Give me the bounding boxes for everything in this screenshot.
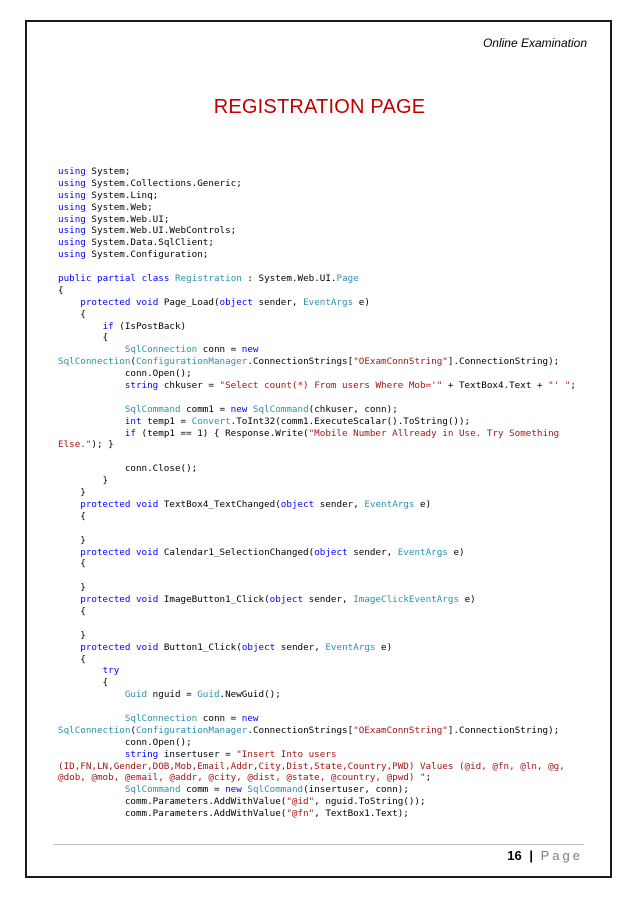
code-token: SqlCommand (252, 403, 309, 415)
code-token: void (135, 296, 159, 308)
code-line (58, 428, 598, 440)
code-token: { (58, 284, 64, 296)
code-line (58, 273, 598, 285)
code-token: ].ConnectionString); (447, 724, 560, 736)
code-line (58, 332, 598, 344)
code-line (58, 630, 598, 642)
code-token: } (58, 582, 86, 594)
code-token: comm.Parameters.AddWithValue( (58, 808, 287, 820)
code-token: e) (353, 296, 370, 308)
code-token (58, 642, 80, 653)
code-token: e) (459, 594, 476, 606)
code-token: (temp1 == 1) { Response.Write( (135, 427, 309, 439)
code-line (58, 772, 598, 784)
code-token: void (135, 594, 159, 606)
code-token: if (124, 427, 136, 439)
code-token: insertuser = (158, 748, 237, 760)
code-line (58, 404, 598, 416)
code-line (58, 392, 598, 404)
code-token: using (58, 166, 86, 177)
code-token (58, 416, 125, 427)
code-token: .ConnectionStrings[ (247, 356, 354, 368)
code-token: , nguid.ToString()); (314, 796, 426, 808)
code-line (58, 558, 598, 570)
footer-divider (54, 844, 584, 845)
code-token: , TextBox1.Text); (314, 808, 409, 820)
code-token: ( (130, 724, 136, 736)
code-line (58, 487, 598, 499)
code-token: SqlConnection (58, 724, 131, 736)
code-token: SqlCommand (124, 784, 181, 796)
code-token: sender, (275, 641, 326, 653)
code-token: class (141, 273, 170, 285)
code-token: conn = (197, 712, 242, 724)
code-token: conn.Close(); (58, 463, 198, 475)
code-token: "' " (548, 380, 571, 392)
code-token: object (280, 498, 315, 510)
code-token: using (58, 177, 86, 189)
code-token: EventArgs (303, 296, 354, 308)
code-token: { (58, 308, 86, 320)
code-line (58, 642, 598, 654)
code-token: new (241, 712, 259, 724)
code-token: temp1 = (141, 415, 192, 427)
code-line (58, 701, 598, 713)
code-token: SqlCommand (124, 403, 181, 415)
code-token: sender, (303, 594, 354, 606)
code-line (58, 523, 598, 535)
code-listing (58, 166, 598, 820)
code-token: "@id" (286, 796, 315, 808)
code-token: string (124, 748, 159, 760)
code-token (58, 784, 125, 795)
code-line (58, 285, 598, 297)
code-token: ConfigurationManager (135, 724, 248, 736)
code-token: SqlConnection (124, 712, 198, 724)
code-line (58, 808, 598, 820)
code-token: System.Configuration; (85, 249, 209, 261)
code-line (58, 190, 598, 202)
code-token: ImageClickEventArgs (353, 594, 460, 606)
code-token: ; (425, 772, 432, 784)
code-line (58, 618, 598, 630)
code-line (58, 321, 598, 333)
code-token: System.Web.UI; (85, 213, 170, 225)
code-token: ConfigurationManager (135, 356, 248, 368)
code-token (58, 665, 103, 676)
code-token: protected (80, 594, 131, 606)
code-token: e) (447, 546, 465, 558)
code-token: new (241, 344, 259, 356)
code-token: (chkuser, conn); (308, 403, 398, 415)
code-token: conn = (197, 344, 242, 356)
code-token: (IsPostBack) (113, 320, 187, 332)
code-line (58, 796, 598, 808)
code-token: } (58, 475, 109, 487)
code-token: "Mobile Number Allready in Use. Try Something (308, 427, 560, 439)
code-token: comm1 = (180, 403, 231, 415)
code-line (58, 737, 598, 749)
code-token: EventArgs (325, 641, 376, 653)
code-line (58, 761, 598, 773)
code-token: protected (80, 641, 131, 653)
code-token (58, 713, 125, 724)
code-token (58, 594, 80, 605)
code-line (58, 570, 598, 582)
code-token: partial (97, 273, 136, 285)
code-token: sender, (347, 546, 398, 558)
code-line (58, 356, 598, 368)
code-token: sender, (252, 296, 304, 308)
code-token (58, 547, 80, 558)
code-token (58, 344, 125, 355)
code-token: Page (336, 273, 359, 285)
code-token: (ID,FN,LN,Gender,DOB,Mob,Email,Addr,City,Dist,State,Country,PWD) Values (@id, @fn, @ln, @g, (58, 760, 565, 772)
code-token: System.Web; (85, 201, 153, 213)
code-line (58, 713, 598, 725)
code-token: "OExamConnString" (353, 356, 448, 368)
code-token: void (135, 498, 159, 510)
code-token: comm = (180, 784, 226, 796)
code-token: int (124, 415, 142, 427)
page-number: 16 (507, 848, 522, 863)
code-token: new (225, 784, 242, 796)
code-line (58, 368, 598, 380)
code-token: protected (80, 296, 131, 308)
code-token: e) (414, 498, 432, 510)
code-token: e) (375, 641, 393, 653)
code-token: if (102, 320, 114, 332)
code-token: ].ConnectionString); (447, 356, 560, 368)
code-token: SqlConnection (58, 356, 131, 368)
code-line (58, 214, 598, 226)
code-line (58, 665, 598, 677)
code-token: } (58, 629, 86, 641)
code-line (58, 594, 598, 606)
footer-separator: | (529, 848, 533, 863)
page-label: Page (540, 848, 583, 863)
code-token: object (219, 296, 253, 308)
code-token (58, 499, 80, 510)
code-token: } (58, 534, 86, 546)
code-token: chkuser = (158, 380, 220, 392)
code-line (58, 689, 598, 701)
code-token: object (269, 594, 304, 606)
code-token: string (124, 380, 159, 392)
code-token: object (314, 546, 348, 558)
code-token: SqlConnection (124, 344, 198, 356)
code-line (58, 166, 598, 178)
code-token: + TextBox4.Text + (442, 380, 549, 392)
code-token: comm.Parameters.AddWithValue( (58, 796, 287, 808)
code-token: .ConnectionStrings[ (247, 724, 354, 736)
code-token: .ToInt32(comm1.ExecuteScalar().ToString()); (230, 415, 471, 427)
code-token: "Insert Into users (236, 748, 337, 760)
code-token: try (102, 665, 120, 677)
code-token: { (58, 653, 86, 665)
code-line (58, 654, 598, 666)
code-line (58, 606, 598, 618)
code-token: "@fn" (286, 808, 315, 820)
code-token: : System.Web.UI. (241, 273, 337, 285)
code-token: { (58, 605, 86, 617)
code-token: { (58, 510, 86, 522)
code-token: { (58, 558, 86, 570)
code-token: Calendar1_SelectionChanged( (158, 546, 315, 558)
code-token: "Select count(*) From users Where Mob='" (219, 380, 443, 392)
code-token: } (58, 487, 86, 499)
code-token (58, 380, 125, 391)
code-token: { (58, 677, 109, 689)
code-line (58, 261, 598, 273)
code-token: using (58, 225, 86, 237)
code-token: using (58, 201, 86, 213)
code-line (58, 475, 598, 487)
code-token: @dob, @mob, @email, @addr, @city, @dist, @state, @country, @pwd) " (58, 772, 426, 784)
code-token: .NewGuid(); (219, 689, 281, 701)
code-token: System.Linq; (85, 189, 159, 201)
code-token: { (58, 332, 109, 344)
code-token (58, 321, 103, 332)
code-line (58, 725, 598, 737)
code-token: "OExamConnString" (353, 724, 448, 736)
code-line (58, 344, 598, 356)
code-token: System.Web.UI.WebControls; (85, 225, 237, 237)
code-token: Registration (175, 273, 242, 285)
page-title: REGISTRATION PAGE (213, 96, 426, 118)
code-token: ( (130, 356, 136, 368)
code-token (58, 749, 125, 760)
code-token: using (58, 249, 86, 261)
code-line (58, 439, 598, 451)
code-line (58, 535, 598, 547)
code-token: TextBox4_TextChanged( (158, 498, 281, 510)
code-line (58, 749, 598, 761)
code-token: System.Collections.Generic; (85, 177, 242, 189)
code-line (58, 499, 598, 511)
code-line (58, 582, 598, 594)
code-line (58, 511, 598, 523)
code-line (58, 784, 598, 796)
code-token: void (135, 641, 159, 653)
code-token (58, 404, 125, 415)
code-token: using (58, 189, 86, 201)
code-token: EventArgs (364, 498, 415, 510)
code-token: nguid = (147, 689, 198, 701)
code-line (58, 309, 598, 321)
code-token: object (241, 641, 276, 653)
running-header: Online Examination (482, 36, 587, 50)
code-token: Page_Load( (158, 296, 220, 308)
code-line (58, 249, 598, 261)
code-token: protected (80, 498, 131, 510)
code-token: Else." (58, 439, 92, 451)
code-line (58, 297, 598, 309)
code-token: conn.Open(); (58, 368, 192, 380)
code-token: void (135, 546, 159, 558)
code-token: public (58, 273, 92, 285)
code-token: sender, (314, 498, 365, 510)
code-token: Guid (197, 689, 220, 701)
code-token (58, 428, 125, 439)
code-token: Convert (191, 415, 231, 427)
code-line (58, 225, 598, 237)
code-line (58, 451, 598, 463)
code-token (58, 689, 125, 700)
code-line (58, 237, 598, 249)
code-line (58, 202, 598, 214)
code-token: conn.Open(); (58, 736, 192, 748)
code-line (58, 677, 598, 689)
code-line (58, 380, 598, 392)
page-footer (507, 848, 583, 863)
code-token: new (230, 403, 248, 415)
code-token: System.Data.SqlClient; (85, 237, 214, 249)
code-token: ; (570, 380, 576, 392)
code-token: System; (85, 166, 131, 177)
code-token: ImageButton1_Click( (158, 594, 270, 606)
code-token: (insertuser, conn); (303, 784, 409, 796)
code-token: Guid (124, 689, 148, 701)
code-token: Button1_Click( (158, 641, 242, 653)
code-token: EventArgs (397, 546, 448, 558)
code-token: SqlCommand (247, 784, 304, 796)
code-token (58, 297, 80, 308)
code-line (58, 547, 598, 559)
code-token: using (58, 237, 86, 249)
code-token: protected (80, 546, 131, 558)
code-line (58, 463, 598, 475)
code-line (58, 178, 598, 190)
code-token: using (58, 213, 86, 225)
code-token: ); } (91, 439, 114, 451)
code-line (58, 416, 598, 428)
